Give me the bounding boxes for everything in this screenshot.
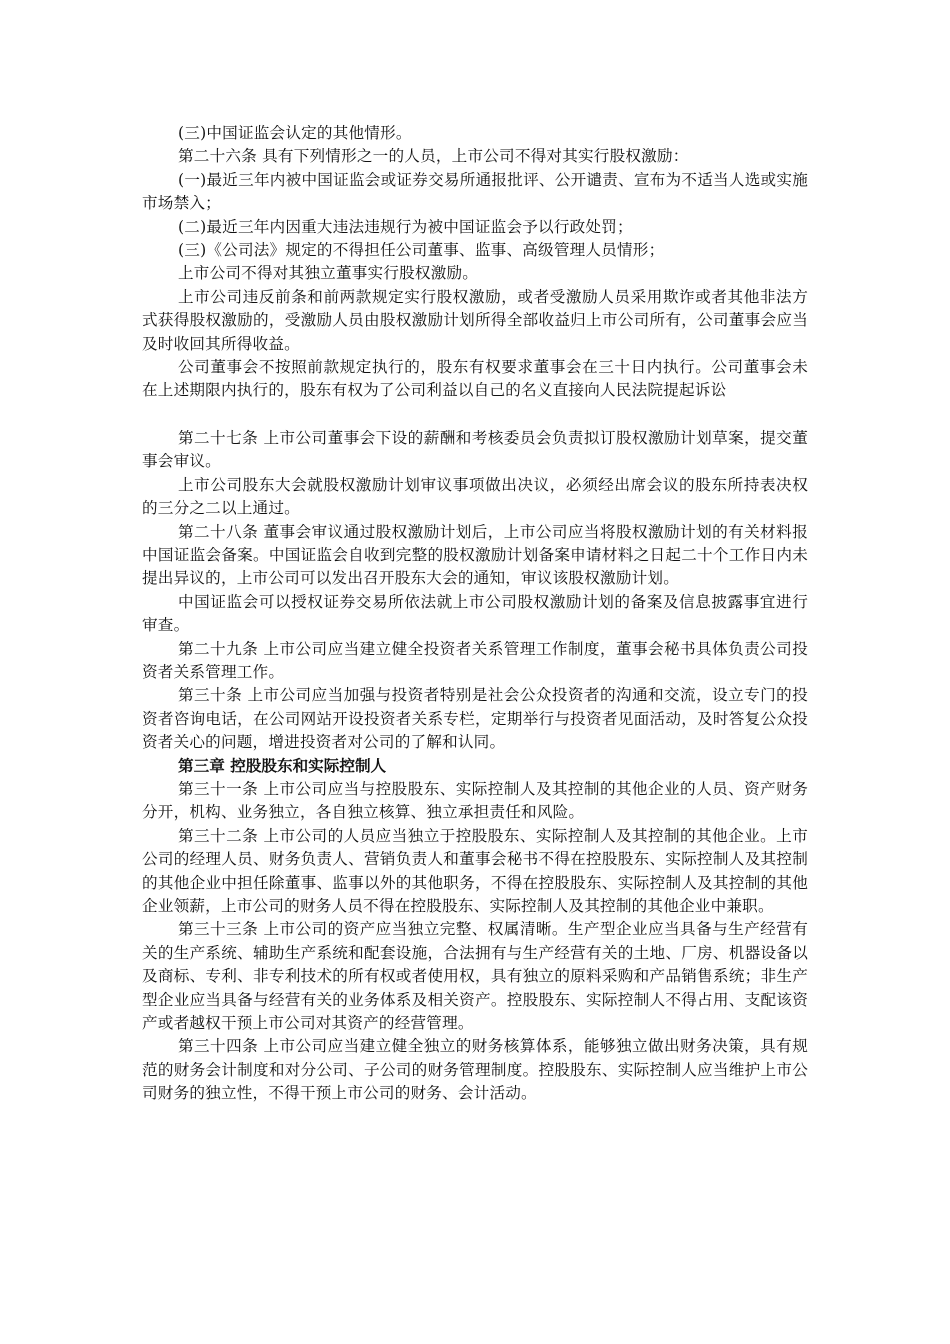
paragraph: (三)中国证监会认定的其他情形。 bbox=[178, 124, 412, 142]
document-body bbox=[142, 122, 808, 1106]
paragraph: 第三十三条 上市公司的资产应当独立完整、权属清晰。生产型企业应当具备与生产经营有关的生产系统、辅助生产系统和配套设施，合法拥有与生产经营有关的土地、厂房、机器设备以及商标、专利、非专利技术的所有权或者使用权，具有独立的原料采购和产品销售系统；非生产型企业应当具备与经营有关的业务体系及相关资产。控股股东、实际控制人不得占用、支配该资产或者越权干预上市公司对其资产的经营管理。 bbox=[142, 920, 808, 1033]
chapter-title: 第三章 控股股东和实际控制人 bbox=[178, 756, 387, 775]
paragraph: (二)最近三年内因重大违法违规行为被中国证监会予以行政处罚； bbox=[178, 217, 633, 236]
paragraph: 公司董事会不按照前款规定执行的，股东有权要求董事会在三十日内执行。公司董事会未在上述期限内执行的，股东有权为了公司利益以自己的名义直接向人民法院提起诉讼 bbox=[142, 358, 808, 400]
paragraph: 中国证监会可以授权证券交易所依法就上市公司股权激励计划的备案及信息披露事宜进行审查。 bbox=[142, 592, 808, 635]
paragraph: 第三十四条 上市公司应当建立健全独立的财务核算体系，能够独立做出财务决策，具有规范的财务会计制度和对分公司、子公司的财务管理制度。控股股东、实际控制人应当维护上市公司财务的独立性，不得干预上市公司的财务、会计活动。 bbox=[142, 1037, 808, 1103]
paragraph-gap bbox=[142, 403, 808, 427]
paragraph: 上市公司不得对其独立董事实行股权激励。 bbox=[178, 264, 479, 283]
paragraph: 上市公司股东大会就股权激励计划审议事项做出决议，必须经出席会议的股东所持表决权的三分之二以上通过。 bbox=[142, 475, 808, 518]
paragraph: (三)《公司法》规定的不得担任公司董事、监事、高级管理人员情形； bbox=[178, 241, 665, 260]
paragraph: 第二十八条 董事会审议通过股权激励计划后，上市公司应当将股权激励计划的有关材料报中国证监会备案。中国证监会自收到完整的股权激励计划备案申请材料之日起二十个工作日内未提出异议的，上市公司可以发出召开股东大会的通知，审议该股权激励计划。 bbox=[142, 522, 808, 588]
paragraph: (一)最近三年内被中国证监会或证券交易所通报批评、公开谴责、宣布为不适当人选或实施市场禁入； bbox=[142, 170, 808, 213]
paragraph: 第二十六条 具有下列情形之一的人员，上市公司不得对其实行股权激励： bbox=[178, 147, 689, 166]
paragraph: 上市公司违反前条和前两款规定实行股权激励，或者受激励人员采用欺诈或者其他非法方式获得股权激励的，受激励人员由股权激励计划所得全部收益归上市公司所有，公司董事会应当及时收回其所得收益。 bbox=[142, 287, 808, 353]
paragraph: 第三十条 上市公司应当加强与投资者特别是社会公众投资者的沟通和交流，设立专门的投资者咨询电话，在公司网站开设投资者关系专栏，定期举行与投资者见面活动，及时答复公众投资者关心的问题，增进投资者对公司的了解和认同。 bbox=[142, 686, 808, 752]
paragraph: 第三十二条 上市公司的人员应当独立于控股股东、实际控制人及其控制的其他企业。上市公司的经理人员、财务负责人、营销负责人和董事会秘书不得在控股股东、实际控制人及其控制的其他企业中担任除董事、监事以外的其他职务，不得在控股股东、实际控制人及其控制的其他企业领薪，上市公司的财务人员不得在控股股东、实际控制人及其控制的其他企业中兼职。 bbox=[142, 826, 808, 915]
paragraph: 第二十九条 上市公司应当建立健全投资者关系管理工作制度，董事会秘书具体负责公司投资者关系管理工作。 bbox=[142, 639, 808, 681]
paragraph: 第二十七条 上市公司董事会下设的薪酬和考核委员会负责拟订股权激励计划草案，提交董事会审议。 bbox=[142, 428, 808, 471]
paragraph: 第三十一条 上市公司应当与控股股东、实际控制人及其控制的其他企业的人员、资产财务分开，机构、业务独立，各自独立核算、独立承担责任和风险。 bbox=[142, 779, 808, 822]
